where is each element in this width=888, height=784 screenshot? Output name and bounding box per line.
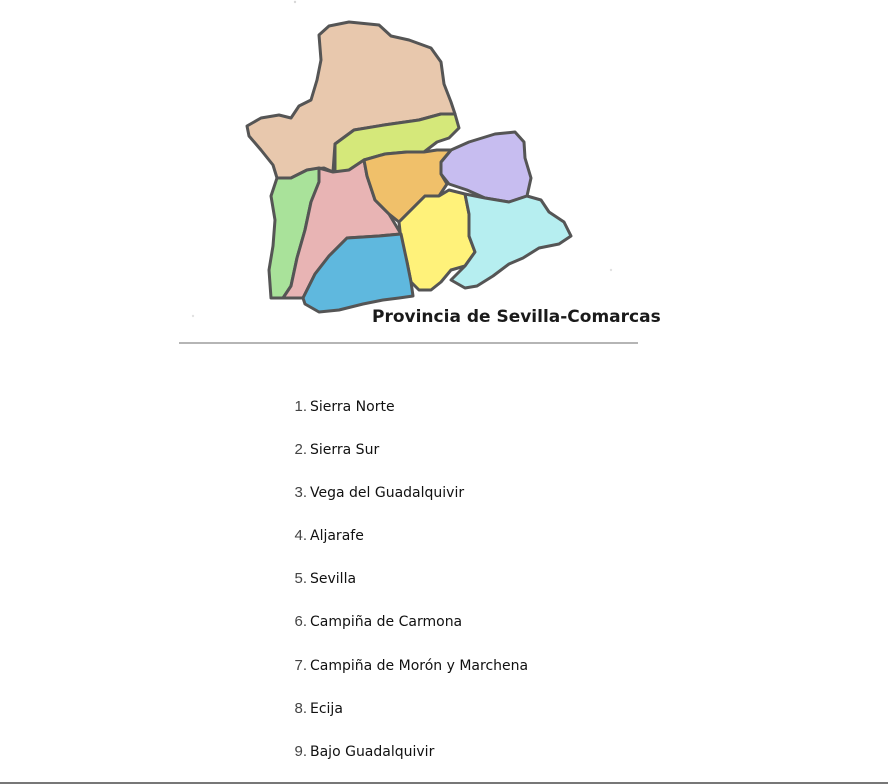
item-label: Vega del Guadalquivir xyxy=(310,485,465,502)
map-divider xyxy=(179,342,638,344)
item-number: 4. xyxy=(294,527,307,545)
item-number: 5. xyxy=(294,570,307,588)
list-item xyxy=(287,741,528,784)
item-label: Ecija xyxy=(310,700,343,717)
list-item xyxy=(287,525,528,568)
comarca-list xyxy=(287,396,528,784)
item-number: 1. xyxy=(294,398,307,415)
item-label: Sierra Sur xyxy=(310,442,380,459)
item-label: Bajo Guadalquivir xyxy=(310,743,435,760)
list-item xyxy=(287,482,528,525)
item-number: 6. xyxy=(294,613,307,631)
map-caption: Provincia de Sevilla-Comarcas xyxy=(372,307,661,327)
list-item xyxy=(287,439,528,482)
item-label: Sevilla xyxy=(310,571,357,588)
item-number: 8. xyxy=(294,699,307,717)
item-number: 3. xyxy=(294,484,307,502)
list-item xyxy=(287,698,528,741)
item-number: 2. xyxy=(294,441,307,459)
list-item xyxy=(287,396,528,439)
list-item xyxy=(287,568,528,611)
item-label: Campiña de Morón y Marchena xyxy=(310,657,529,674)
item-label: Aljarafe xyxy=(310,528,364,545)
item-number: 9. xyxy=(294,742,307,760)
list-item xyxy=(287,655,528,698)
province-map xyxy=(179,0,679,345)
item-number: 7. xyxy=(294,656,307,674)
item-label: Sierra Norte xyxy=(310,399,395,415)
list-item xyxy=(287,611,528,654)
province-map-figure xyxy=(179,0,679,345)
item-label: Campiña de Carmona xyxy=(310,614,463,631)
